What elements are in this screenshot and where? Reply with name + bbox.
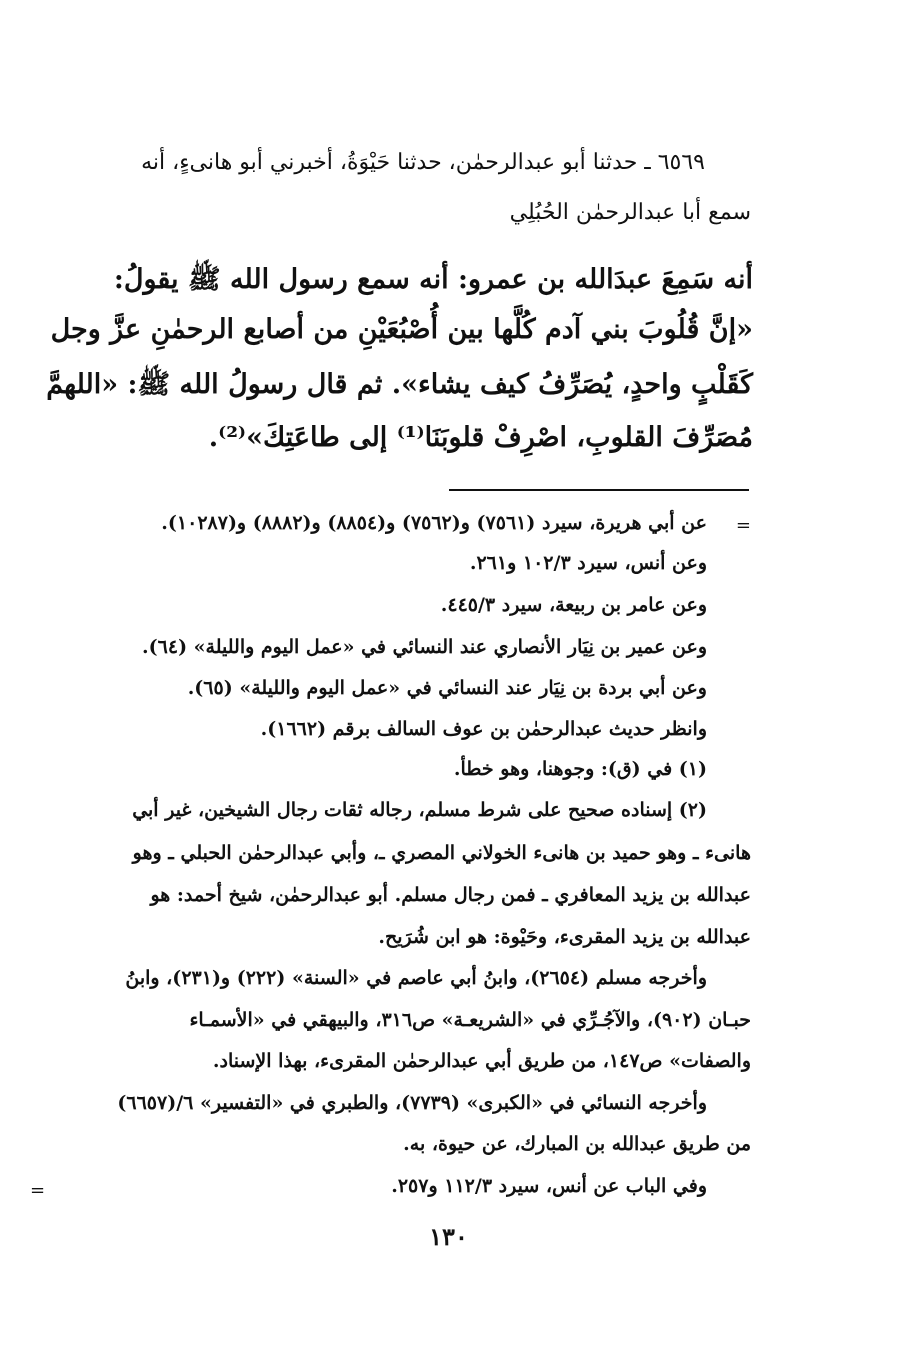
footnote-line: وعن عمير بن نِيَار الأنصاري عند النسائي في «عمل اليوم والليلة» (٦٤).: [142, 636, 707, 658]
footnote-line: عبدالله بن يزيد المقرىء، وحَيْوة: هو ابن شُرَيح.: [378, 926, 751, 948]
matn-line-1: أنه سَمِعَ عبدَالله بن عمرو: أنه سمع رسول الله ﷺ يقولُ:: [113, 264, 753, 295]
footnote-line: وأخرجه النسائي في «الكبرى» (٧٧٣٩)، والطبري في «التفسير» ٦/(٦٦٥٧): [117, 1092, 707, 1114]
footnote-line: من طريق عبدالله بن المبارك، عن حيوة، به.: [403, 1133, 751, 1155]
footnote-line: وعن أبي بردة بن نِيَار عند النسائي في «عمل اليوم والليلة» (٦٥).: [187, 677, 707, 699]
footnote-line: وعن أنس، سيرد ١٠٢/٣ و٢٦١.: [469, 552, 707, 574]
footnote-line: هانىء ـ وهو حميد بن هانىء الخولاني المصري ـ، وأبي عبدالرحمٰن الحبلي ـ وهو: [132, 842, 751, 864]
footnote-line: وانظر حديث عبدالرحمٰن بن عوف السالف برقم (١٦٦٢).: [260, 718, 707, 740]
footnote-line: وأخرجه مسلم (٢٦٥٤)، وابنُ أبي عاصم في «السنة» (٢٢٢) و(٢٣١)، وابنُ: [125, 967, 707, 989]
footnote-line: وفي الباب عن أنس، سيرد ١١٢/٣ و٢٥٧.: [391, 1175, 707, 1197]
matn-line-4: مُصَرِّفَ القلوبِ، اصْرِفْ قلوبَنَا⁽¹⁾ إلى طاعَتِكَ»⁽²⁾.: [208, 422, 753, 453]
isnad-line-1: ٦٥٦٩ ـ حدثنا أبو عبدالرحمٰن، حدثنا حَيْوَةُ، أخبرني أبو هانىءٍ، أنه: [141, 150, 705, 175]
page-number: ١٣٠: [429, 1222, 468, 1251]
footnote-line: عن أبي هريرة، سيرد (٧٥٦١) و(٧٥٦٢) و(٨٨٥٤) و(٨٨٨٢) و(١٠٢٨٧).: [161, 512, 707, 534]
continuation-marker-bottom: =: [30, 1180, 46, 1201]
footnote-line: والصفات» ص١٤٧، من طريق أبي عبدالرحمٰن المقرىء، بهذا الإسناد.: [212, 1050, 751, 1072]
footnote-line: حبـان (٩٠٢)، والآجُـرِّي في «الشريعـة» ص٣١٦، والبيهقي في «الأسمـاء: [189, 1009, 751, 1031]
isnad-line-2: سمع أبا عبدالرحمٰن الحُبُلِي: [509, 200, 751, 225]
continuation-marker-top: =: [735, 515, 751, 536]
footnote-line: وعن عامر بن ربيعة، سيرد ٤٤٥/٣.: [440, 594, 707, 616]
footnote-2: (٢) إسناده صحيح على شرط مسلم، رجاله ثقات رجال الشيخين، غير أبي: [132, 799, 707, 821]
footnote-1: (١) في (ق): وجوهنا، وهو خطأ.: [453, 758, 707, 780]
footnote-divider: [449, 489, 749, 491]
matn-line-2: «إنَّ قُلُوبَ بني آدم كُلَّها بين أُصْبُعَيْنِ من أصابع الرحمٰنِ عزَّ وجل: [50, 314, 753, 345]
footnote-line: عبدالله بن يزيد المعافري ـ فمن رجال مسلم. أبو عبدالرحمٰن، شيخ أحمد: هو: [150, 884, 751, 906]
matn-line-3: كَقَلْبٍ واحدٍ، يُصَرِّفُ كيف يشاء». ثم قال رسولُ الله ﷺ: «اللهمَّ: [46, 369, 753, 400]
